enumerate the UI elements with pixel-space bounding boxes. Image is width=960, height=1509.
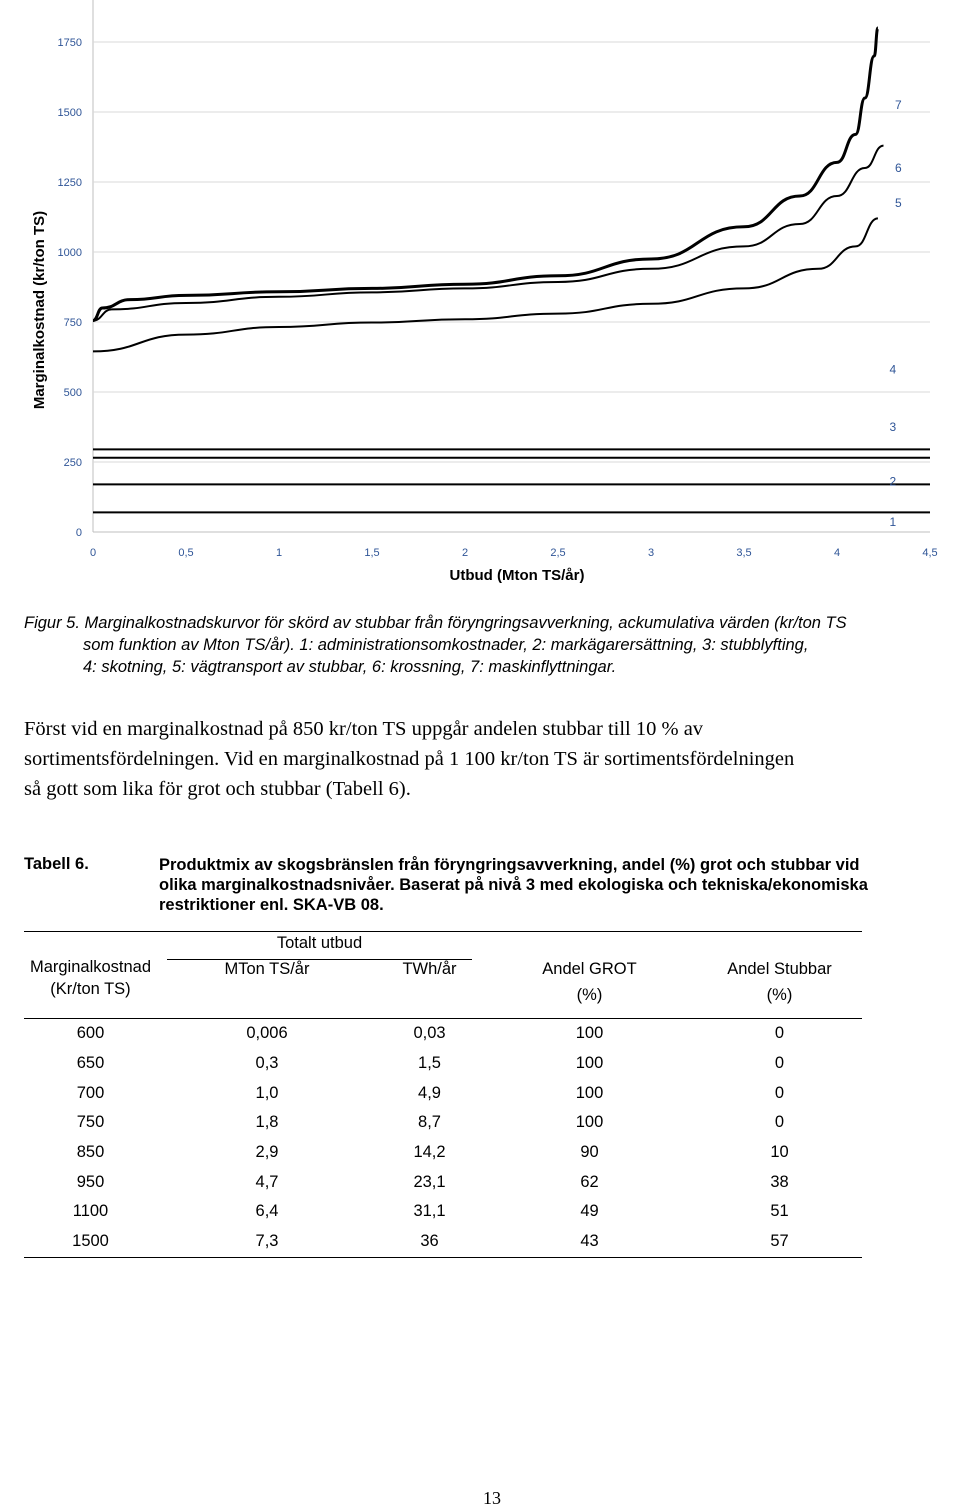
table-header-twh: TWh/år [402, 960, 457, 978]
table-row [24, 1078, 862, 1108]
chart-series [93, 28, 930, 512]
table-cell: 0,03 [413, 1024, 446, 1043]
table-header-marginal-cost: Marginalkostnad (Kr/ton TS) [29, 958, 152, 998]
paragraph-line-1: Först vid en marginalkostnad på 850 kr/ton TS uppgår andelen stubbar till 10 % av [24, 718, 704, 740]
page-number: 13 [483, 1488, 501, 1508]
table-cell: 0,3 [255, 1054, 279, 1073]
curve-label-7: 7 [895, 98, 902, 112]
y-tick-label: 1250 [57, 177, 82, 189]
table-cell: 1100 [72, 1202, 109, 1221]
x-tick-label: 2,5 [550, 547, 566, 559]
table-cell: 1,8 [255, 1113, 279, 1132]
table-title-line-1: Produktmix av skogsbränslen från föryngringsavverkning, andel (%) grot och stubbar vid [159, 856, 860, 874]
product-mix-table [24, 931, 862, 1258]
curve-label-4: 4 [889, 362, 897, 377]
table-row [24, 1138, 862, 1168]
table-cell: 0 [774, 1024, 785, 1043]
table-cell: 23,1 [413, 1172, 446, 1191]
table-cell: 43 [580, 1232, 599, 1251]
x-tick-label: 1 [275, 547, 283, 559]
table-cell: 700 [76, 1083, 105, 1102]
x-tick-label: 4,5 [922, 547, 938, 559]
figure-caption [24, 612, 954, 678]
table-row [24, 1197, 862, 1227]
table-cell: 4,7 [255, 1172, 279, 1191]
marginal-cost-chart [0, 0, 960, 600]
table-cell: 8,7 [418, 1113, 441, 1132]
table-cell: 2,9 [255, 1143, 279, 1162]
curve-label-3: 3 [889, 420, 897, 434]
curve-label-1: 1 [889, 515, 897, 530]
series-line-7 [93, 28, 878, 321]
table-header-total-supply: Totalt utbud [157, 932, 482, 963]
table-cell: 49 [580, 1202, 599, 1221]
curve-label-2: 2 [889, 474, 897, 489]
table-cell: 850 [76, 1143, 105, 1162]
caption-line-3: 4: skotning, 5: vägtransport av stubbar, 6: krossning, 7: maskinflyttningar. [83, 658, 617, 676]
table-row [24, 1167, 862, 1197]
table-cell: 100 [575, 1083, 604, 1102]
table-header-andel-stubbar: Andel Stubbar (%) [727, 960, 832, 1004]
x-tick-label: 3,5 [736, 547, 752, 559]
table-cell: 0,006 [246, 1024, 288, 1043]
table-cell: 100 [575, 1024, 604, 1043]
x-tick-label: 0 [89, 547, 97, 559]
x-tick-label: 1,5 [364, 547, 380, 559]
table-cell: 14,2 [413, 1143, 446, 1162]
table-title-line-3: restriktioner enl. SKA-VB 08. [159, 896, 384, 914]
table-cell: 950 [76, 1172, 105, 1191]
table-cell: 0 [774, 1054, 785, 1073]
table-cell: 0 [774, 1083, 785, 1102]
table-row [24, 1227, 862, 1257]
paragraph-line-3: så gott som lika för grot och stubbar (Tabell 6). [24, 778, 411, 800]
chart-grid [93, 0, 930, 532]
table-cell: 38 [770, 1172, 789, 1191]
y-axis-title: Marginalkostnad (kr/ton TS) [31, 210, 48, 410]
x-tick-labels [90, 547, 938, 559]
table-cell: 650 [76, 1054, 105, 1073]
table-row [24, 1019, 862, 1049]
series-line-5 [93, 218, 878, 351]
paragraph-line-2: sortimentsfördelningen. Vid en marginalkostnad på 1 100 kr/ton TS är sortimentsfördelningen [24, 748, 795, 770]
curve-labels [889, 98, 902, 529]
table-cell: 1,5 [418, 1054, 441, 1073]
x-tick-label: 4 [833, 547, 841, 559]
table-header-mton: MTon TS/år [224, 960, 310, 978]
y-tick-label: 750 [63, 317, 82, 329]
table-header-andel-grot: Andel GROT (%) [542, 960, 637, 1004]
table-cell: 51 [770, 1202, 789, 1221]
table-row [24, 1049, 862, 1079]
table-body [24, 1019, 862, 1258]
curve-label-5: 5 [895, 196, 902, 210]
table-cell: 62 [580, 1172, 599, 1191]
table-cell: 90 [580, 1143, 599, 1162]
table-cell: 36 [420, 1232, 439, 1251]
x-axis-title: Utbud (Mton TS/år) [449, 567, 585, 584]
table-cell: 600 [76, 1024, 105, 1043]
table-cell: 100 [575, 1054, 604, 1073]
x-tick-label: 2 [461, 547, 469, 559]
body-paragraph [24, 714, 960, 804]
table-cell: 4,9 [418, 1083, 441, 1102]
table-title-line-2: olika marginalkostnadsnivåer. Baserat på nivå 3 med ekologiska och tekniska/ekonomiska [159, 876, 868, 894]
x-tick-label: 0,5 [178, 547, 194, 559]
caption-line-1: Figur 5. Marginalkostnadskurvor för skörd av stubbar från föryngringsavverkning, ackumulativa värden (kr/ton TS [24, 614, 847, 632]
y-tick-label: 1000 [57, 247, 82, 259]
y-tick-label: 1750 [57, 37, 82, 49]
y-tick-label: 1500 [57, 107, 82, 119]
x-tick-label: 3 [647, 547, 655, 559]
table-cell: 7,3 [255, 1232, 279, 1251]
table-row [24, 1108, 862, 1138]
table-cell: 6,4 [255, 1202, 279, 1221]
table-cell: 10 [770, 1143, 789, 1162]
table-cell: 1,0 [255, 1083, 279, 1102]
table-cell: 1500 [72, 1232, 109, 1251]
y-tick-label: 0 [75, 527, 82, 539]
curve-label-6: 6 [895, 161, 902, 175]
table-cell: 31,1 [413, 1202, 446, 1221]
caption-line-2: som funktion av Mton TS/år). 1: administrationsomkostnader, 2: markägarersättning, 3: stubblyfting, [83, 636, 809, 654]
y-tick-labels [58, 37, 82, 539]
table-cell: 750 [76, 1113, 105, 1132]
table-label: Tabell 6. [24, 855, 89, 873]
y-tick-label: 500 [63, 387, 82, 399]
table-cell: 57 [770, 1232, 789, 1251]
table-title [159, 855, 959, 915]
table-cell: 100 [575, 1113, 604, 1132]
table-cell: 0 [774, 1113, 785, 1132]
y-tick-label: 250 [63, 457, 82, 469]
